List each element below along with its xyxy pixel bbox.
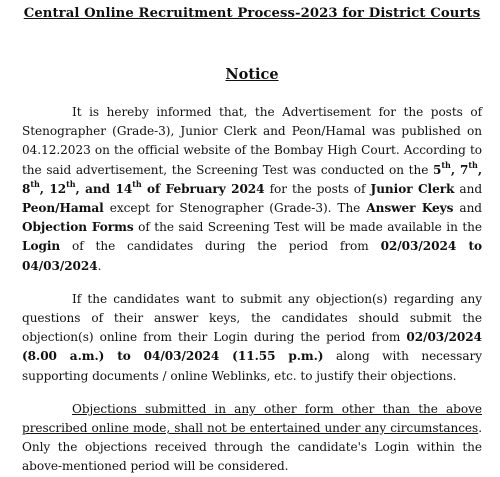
post-peon-hamal: Peon/Hamal	[22, 201, 104, 216]
date-14: 14	[115, 181, 133, 196]
text-span: along with necessary supporting documents / online Weblinks, etc. to justify their objections.	[22, 349, 482, 383]
notice-heading: Notice	[225, 66, 279, 83]
separator: ,	[477, 162, 482, 177]
ordinal-suffix: th	[132, 178, 142, 189]
text-span: and	[453, 201, 482, 216]
ordinal-suffix: th	[468, 159, 478, 170]
post-junior-clerk: Junior Clerk	[370, 181, 455, 196]
exam-month: of February 2024	[141, 181, 265, 196]
paragraph-objection-rules	[22, 400, 482, 477]
text-span: of the said Screening Test will be made available in the	[133, 220, 482, 235]
ordinal-suffix: th	[30, 178, 40, 189]
ordinal-suffix: th	[66, 178, 76, 189]
underlined-warning: Objections submitted in any other form other than the above prescribed online mode, shall not be entertained under any circumstances	[22, 401, 482, 436]
document-title: Central Online Recruitment Process-2023 for District Courts	[23, 6, 481, 21]
text-span: for the posts of	[264, 181, 371, 196]
text-span: It is hereby informed that, the Advertisement for the posts of Stenographer (Grade-3), Junior Clerk and Peon/Hamal was published on 04.12.2023 on the official website of the Bombay High Court. According to the said advertisement, the Screening Test was conducted on the	[22, 105, 482, 177]
separator: ,	[450, 162, 461, 177]
text-span: and	[454, 181, 483, 196]
separator: ,	[39, 181, 50, 196]
text-span: .	[97, 258, 102, 273]
date-7: 7	[460, 162, 469, 177]
paragraph-advertisement	[22, 103, 482, 276]
text-span: . Only the objections received through the candidate's Login within the above-mentioned period will be considered.	[22, 421, 482, 474]
ordinal-suffix: th	[441, 159, 451, 170]
paragraph-objection-submission	[22, 290, 482, 386]
date-12: 12	[49, 181, 67, 196]
objection-forms-label: Objection Forms	[22, 220, 134, 235]
separator: , and	[75, 181, 116, 196]
text-span: of the candidates during the period from	[60, 239, 381, 254]
text-span: except for Stenographer (Grade-3). The	[103, 201, 367, 216]
availability-period: 02/03/2024 to 04/03/2024	[22, 239, 482, 273]
text-span: If the candidates want to submit any objection(s) regarding any questions of their answer keys, the candidates should submit the objection(s) online from their Login during the period from	[22, 291, 482, 345]
login-label: Login	[22, 239, 61, 254]
objection-period: 02/03/2024 (8.00 a.m.) to 04/03/2024 (11.55 p.m.)	[22, 330, 482, 364]
date-5: 5	[433, 162, 442, 177]
date-8: 8	[22, 181, 31, 196]
answer-keys-label: Answer Keys	[366, 201, 454, 216]
